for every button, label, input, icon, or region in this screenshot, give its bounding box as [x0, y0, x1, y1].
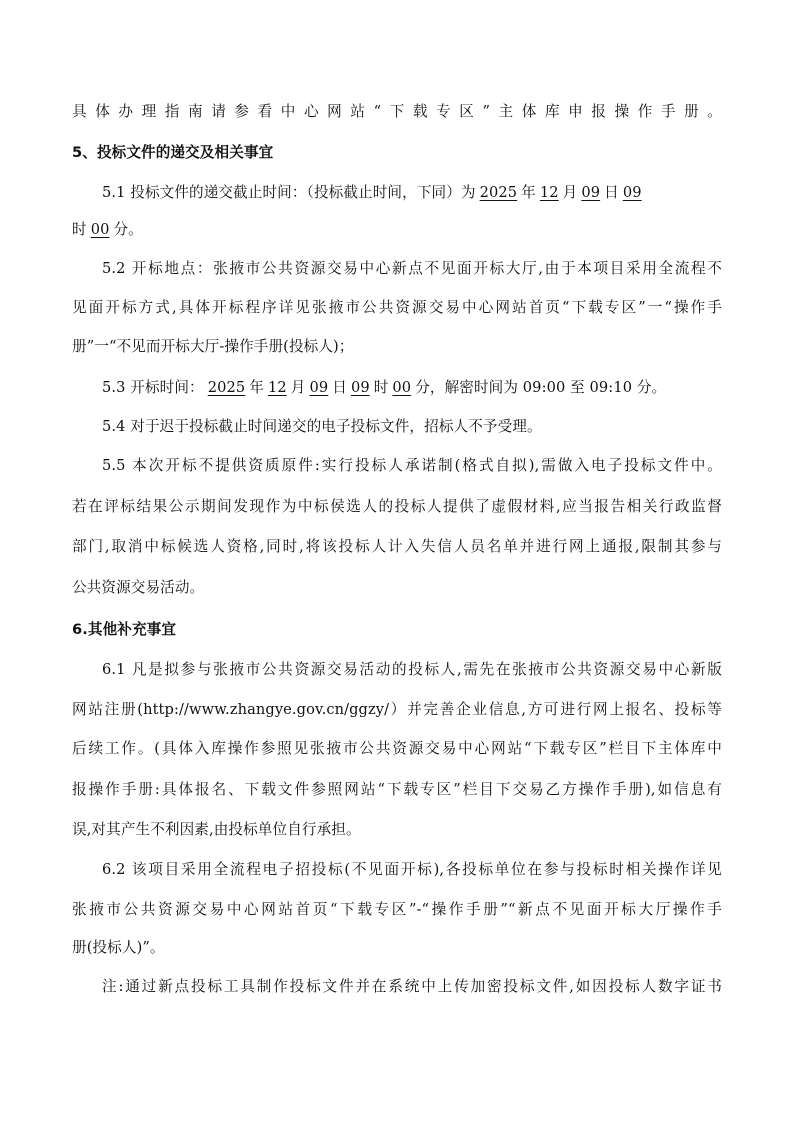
month-unit: 月: [562, 184, 578, 201]
deadline-month: 12: [539, 184, 559, 201]
decrypt-time-text: 分，解密时间为 09:00 至 09:10 分。: [415, 379, 667, 396]
deadline-year: 2025: [479, 184, 518, 201]
paragraph-line: 册(投标人)”。: [72, 939, 165, 956]
day-unit: 日: [332, 379, 347, 396]
paragraph-line: 具体办理指南请参看中心网站“下载专区”主体库申报操作手册。: [72, 103, 722, 120]
paragraph-line: 后续工作。(具体入库操作参照见张掖市公共资源交易中心网站“下载专区”栏目下主体库中: [72, 740, 722, 757]
opening-month: 12: [267, 379, 287, 396]
minute-unit: 分。: [113, 221, 143, 238]
paragraph-line: 5.4 对于迟于投标截止时间递交的电子投标文件，招标人不予受理。: [102, 418, 542, 435]
hour-unit: 时: [373, 379, 389, 396]
section-heading-5: 5、投标文件的递交及相关事宜: [72, 144, 274, 161]
paragraph-line: 6.2 该项目采用全流程电子招投标(不见面开标),各投标单位在参与投标时相关操作详见: [102, 861, 722, 878]
opening-minute: 00: [392, 379, 412, 396]
deadline-minute: 00: [90, 221, 110, 238]
opening-hour: 09: [350, 379, 370, 396]
opening-day: 09: [309, 379, 329, 396]
hour-unit: 时: [72, 221, 87, 238]
paragraph-line: 张掖市公共资源交易中心网站首页“下载专区”-“操作手册”“新点不见面开标大厅操作手: [72, 901, 722, 918]
section-heading-6: 6.其他补充事宜: [72, 621, 177, 638]
paragraph-line: 部门,取消中标候选人资格,同时,将该投标人计入失信人员名单并进行网上通报,限制其参与: [72, 538, 722, 555]
paragraph-line: 册”一“不见而开标大厅-操作手册(投标人)；: [72, 338, 354, 355]
paragraph-line: 5.5 本次开标不提供资质原件:实行投标人承诺制(格式自拟),需做入电子投标文件中。: [102, 457, 722, 474]
deadline-label: 5.1 投标文件的递交截止时间：（投标截止时间，下同）为: [102, 184, 476, 201]
opening-year: 2025: [207, 379, 246, 396]
paragraph-line: 5.2 开标地点：张掖市公共资源交易中心新点不见面开标大厅,由于本项目采用全流程不: [102, 260, 722, 277]
deadline-line: [102, 181, 646, 205]
opening-time-line: [102, 376, 666, 400]
paragraph-line: 公共资源交易活动。: [72, 579, 205, 596]
year-unit: 年: [249, 379, 264, 396]
opening-time-label: 5.3 开标时间：: [102, 379, 204, 396]
paragraph-line: 6.1 凡是拟参与张掖市公共资源交易活动的投标人,需先在张掖市公共资源交易中心新版: [102, 661, 722, 678]
note-line: 注:通过新点投标工具制作投标文件并在系统中上传加密投标文件,如因投标人数字证书: [102, 978, 722, 995]
paragraph-line: 报操作手册:具体报名、下载文件参照网站“下载专区”栏目下交易乙方操作手册),如信息有: [72, 781, 722, 798]
deadline-hour: 09: [622, 184, 642, 201]
paragraph-line: 网站注册(http://www.zhangye.gov.cn/ggzy/）并完善企业信息,方可进行网上报名、投标等: [72, 701, 722, 718]
paragraph-line: 误,对其产生不利因素,由投标单位自行承担。: [72, 821, 361, 838]
deadline-line-2: [72, 218, 143, 242]
paragraph-line: 见面开标方式,具体开标程序详见张掖市公共资源交易中心网站首页“下载专区”一“操作手: [72, 299, 722, 316]
year-unit: 年: [521, 184, 536, 201]
day-unit: 日: [604, 184, 619, 201]
month-unit: 月: [290, 379, 306, 396]
paragraph-line: 若在评标结果公示期间发现作为中标侯选人的投标人提供了虚假材料,应当报告相关行政监督: [72, 498, 722, 515]
deadline-day: 09: [581, 184, 601, 201]
